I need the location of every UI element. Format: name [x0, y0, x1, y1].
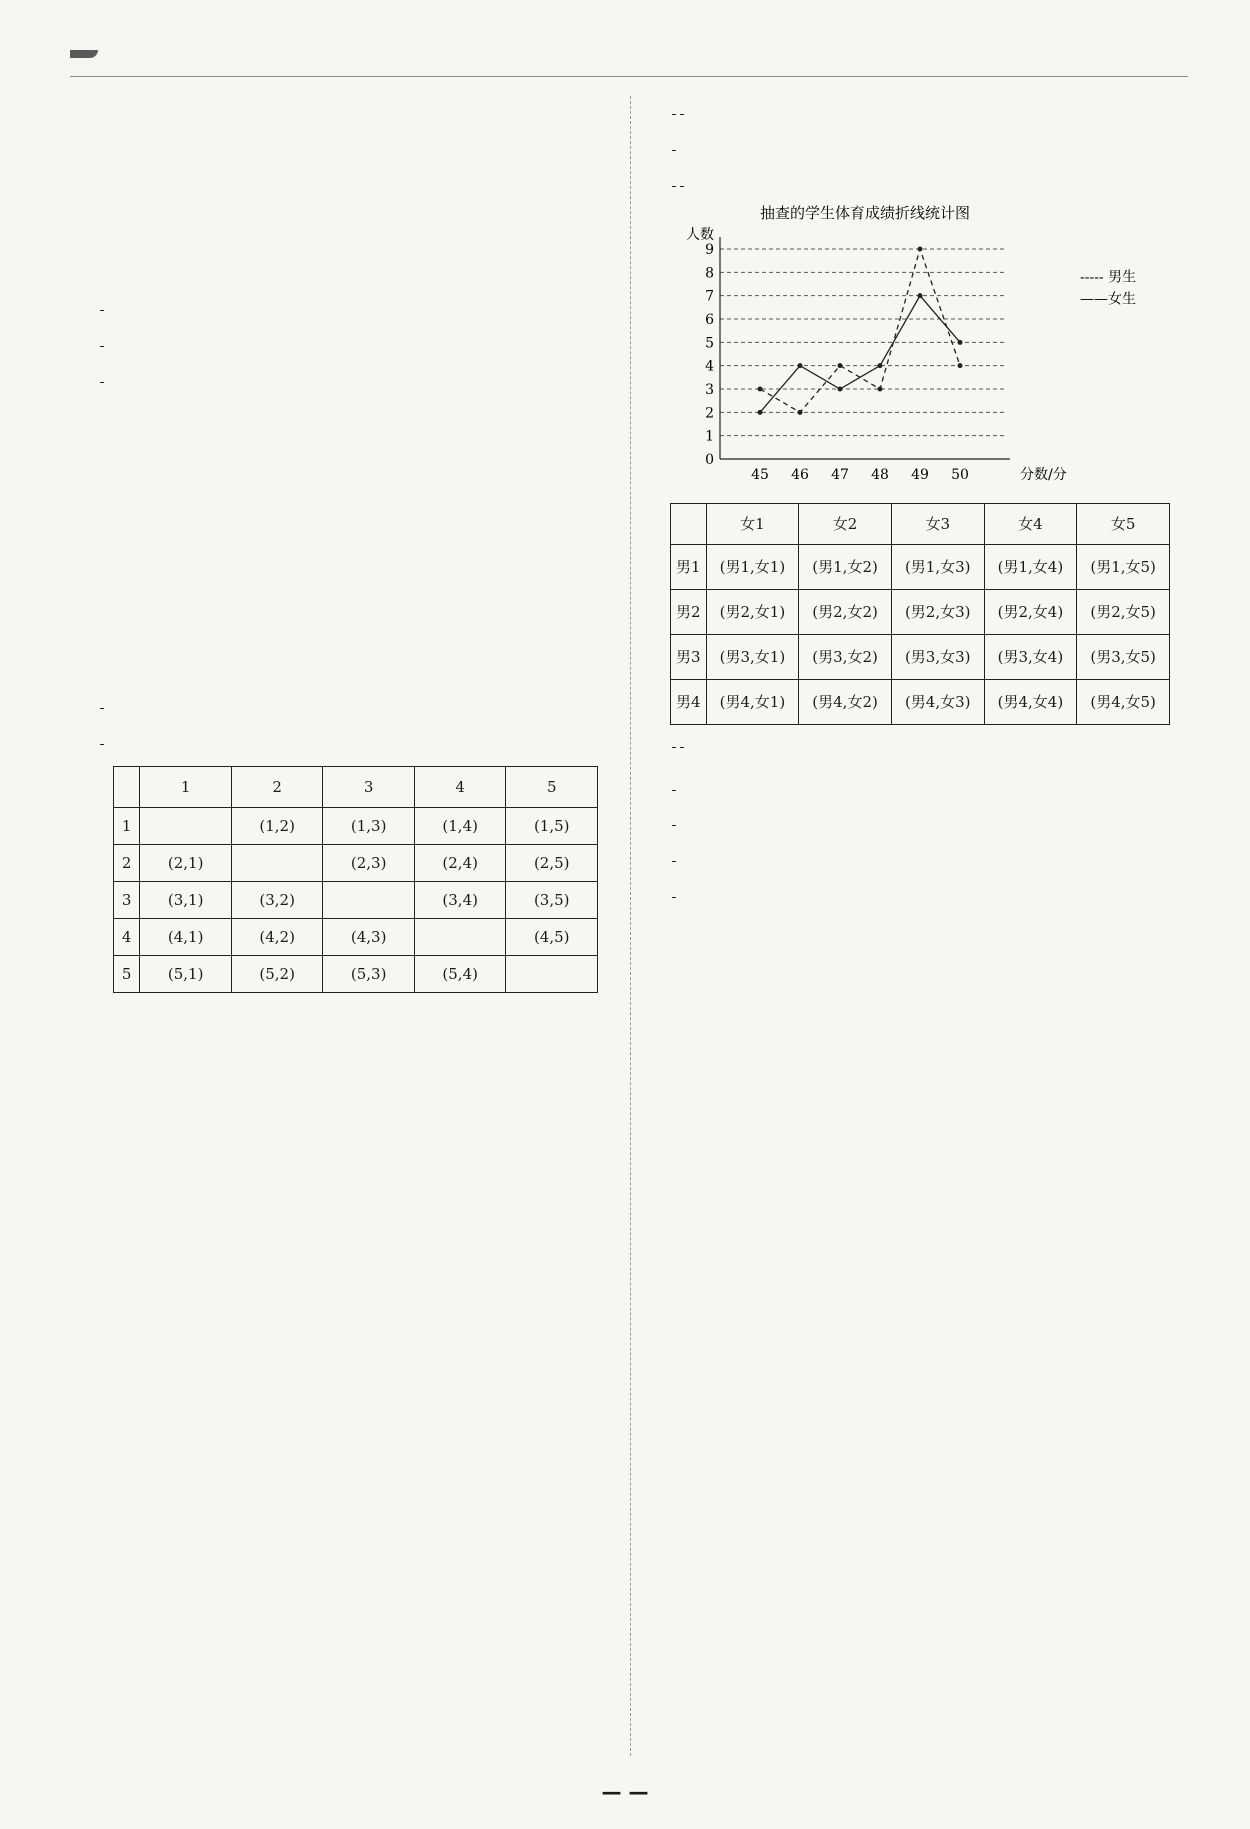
table-cell: (男2,女1)	[706, 590, 799, 635]
row-header-cell: 男4	[671, 680, 707, 725]
para	[670, 96, 1175, 132]
table-cell: (男2,女5)	[1077, 590, 1170, 635]
para	[670, 843, 1175, 879]
table-cell: (1,5)	[506, 808, 598, 845]
row-header-cell: 男1	[671, 545, 707, 590]
row-header-cell: 5	[114, 956, 140, 993]
bar-chart-1	[208, 82, 468, 292]
data-point	[838, 387, 843, 392]
pair-table-1	[113, 766, 598, 993]
right-column	[670, 96, 1175, 915]
table-cell: (男3,女3)	[891, 635, 984, 680]
data-point	[878, 387, 883, 392]
y-tick-label: 7	[705, 288, 714, 305]
header-cell	[114, 767, 140, 808]
table-cell	[414, 919, 506, 956]
data-point	[798, 363, 803, 368]
row-header-cell: 男3	[671, 635, 707, 680]
table-cell: (1,2)	[231, 808, 323, 845]
header-cell: 5	[506, 767, 598, 808]
table-cell: (男4,女5)	[1077, 680, 1170, 725]
table-cell: (4,1)	[140, 919, 232, 956]
header-cell: 3	[323, 767, 415, 808]
para	[98, 364, 608, 400]
table-cell: (2,4)	[414, 845, 506, 882]
table-row	[114, 845, 598, 882]
para	[670, 879, 1175, 915]
table-row	[114, 919, 598, 956]
data-point	[838, 363, 843, 368]
x-tick-label: 50	[951, 467, 969, 483]
x-tick-label: 49	[911, 467, 929, 483]
y-tick-label: 2	[705, 405, 714, 422]
header-cell: 女4	[984, 504, 1077, 545]
row-header-cell: 男2	[671, 590, 707, 635]
row-header-cell: 4	[114, 919, 140, 956]
para	[670, 168, 1175, 204]
y-tick-label: 5	[705, 335, 714, 352]
para	[98, 292, 608, 328]
table-row	[114, 808, 598, 845]
row-header-cell: 1	[114, 808, 140, 845]
x-tick-label: 45	[751, 467, 769, 483]
table-cell: (2,1)	[140, 845, 232, 882]
para	[98, 690, 608, 726]
data-point	[958, 340, 963, 345]
column-divider	[630, 96, 631, 1756]
header-cell: 2	[231, 767, 323, 808]
pair-table-2	[670, 503, 1170, 725]
table-cell: (4,3)	[323, 919, 415, 956]
header-cell: 4	[414, 767, 506, 808]
table-cell: (男4,女3)	[891, 680, 984, 725]
table-cell: (3,5)	[506, 882, 598, 919]
data-point	[758, 387, 763, 392]
y-tick-label: 8	[705, 265, 714, 282]
legend-entry: ——女生	[1080, 291, 1136, 308]
table-cell: (5,1)	[140, 956, 232, 993]
table-cell: (男1,女1)	[706, 545, 799, 590]
y-tick-label: 3	[705, 382, 714, 398]
header-cell: 女3	[891, 504, 984, 545]
table-cell: (5,3)	[323, 956, 415, 993]
table-cell: (男3,女4)	[984, 635, 1077, 680]
header-cell: 1	[140, 767, 232, 808]
para	[670, 807, 1175, 843]
table-cell	[506, 956, 598, 993]
y-tick-label: 9	[705, 242, 714, 258]
table-row	[671, 635, 1170, 680]
table-cell: (男3,女1)	[706, 635, 799, 680]
table-cell: (男2,女4)	[984, 590, 1077, 635]
table-cell: (男1,女3)	[891, 545, 984, 590]
table-cell: (男1,女4)	[984, 545, 1077, 590]
row-header-cell: 2	[114, 845, 140, 882]
table-cell: (5,2)	[231, 956, 323, 993]
line-chart	[670, 204, 1160, 499]
header-cell: 女5	[1077, 504, 1170, 545]
table-cell: (男4,女2)	[799, 680, 892, 725]
data-point	[958, 363, 963, 368]
header-cell: 女1	[706, 504, 799, 545]
data-point	[878, 363, 883, 368]
para	[98, 328, 608, 364]
table-cell: (男4,女4)	[984, 680, 1077, 725]
page-header	[70, 34, 116, 74]
table-cell: (男2,女2)	[799, 590, 892, 635]
table-cell: (5,4)	[414, 956, 506, 993]
table-cell: (1,3)	[323, 808, 415, 845]
table-cell: (男4,女1)	[706, 680, 799, 725]
table-row	[671, 680, 1170, 725]
header-rule	[70, 76, 1188, 77]
table-row	[114, 956, 598, 993]
x-axis-label: 分数/分	[1020, 467, 1067, 483]
y-tick-label: 4	[705, 358, 714, 375]
para	[670, 729, 1175, 765]
header-cell: 女2	[799, 504, 892, 545]
table-cell: (4,2)	[231, 919, 323, 956]
table-cell: (男3,女2)	[799, 635, 892, 680]
data-point	[798, 410, 803, 415]
y-tick-label: 1	[705, 428, 714, 445]
table-cell: (男1,女5)	[1077, 545, 1170, 590]
data-point	[918, 293, 923, 298]
left-column	[98, 82, 608, 997]
x-tick-label: 47	[831, 467, 849, 483]
data-point	[918, 247, 923, 252]
table-cell: (2,5)	[506, 845, 598, 882]
table-row	[671, 545, 1170, 590]
y-tick-label: 6	[705, 312, 714, 328]
x-tick-label: 46	[791, 467, 809, 483]
bar-chart-2	[118, 400, 558, 690]
book-title	[70, 50, 98, 58]
table-cell	[140, 808, 232, 845]
para	[670, 132, 1175, 168]
data-point	[758, 410, 763, 415]
y-axis-label: 人数	[686, 227, 714, 243]
table-cell: (1,4)	[414, 808, 506, 845]
table-cell: (男1,女2)	[799, 545, 892, 590]
para	[98, 726, 608, 762]
table-row	[114, 882, 598, 919]
table-cell: (4,5)	[506, 919, 598, 956]
series-line-女生	[760, 296, 960, 413]
table-cell	[323, 882, 415, 919]
table-cell	[231, 845, 323, 882]
table-cell: (3,2)	[231, 882, 323, 919]
x-tick-label: 48	[871, 467, 889, 483]
table-cell: (3,1)	[140, 882, 232, 919]
page-number: — —	[601, 1780, 649, 1804]
table-cell: (3,4)	[414, 882, 506, 919]
legend-entry: ----- 男生	[1080, 269, 1137, 286]
table-row	[671, 590, 1170, 635]
chart-title: 抽查的学生体育成绩折线统计图	[760, 204, 971, 222]
header-cell	[671, 504, 707, 545]
para	[670, 773, 1175, 807]
table-cell: (男3,女5)	[1077, 635, 1170, 680]
table-cell: (男2,女3)	[891, 590, 984, 635]
y-tick-label: 0	[705, 452, 714, 468]
series-line-男生	[760, 249, 960, 412]
table-cell: (2,3)	[323, 845, 415, 882]
row-header-cell: 3	[114, 882, 140, 919]
